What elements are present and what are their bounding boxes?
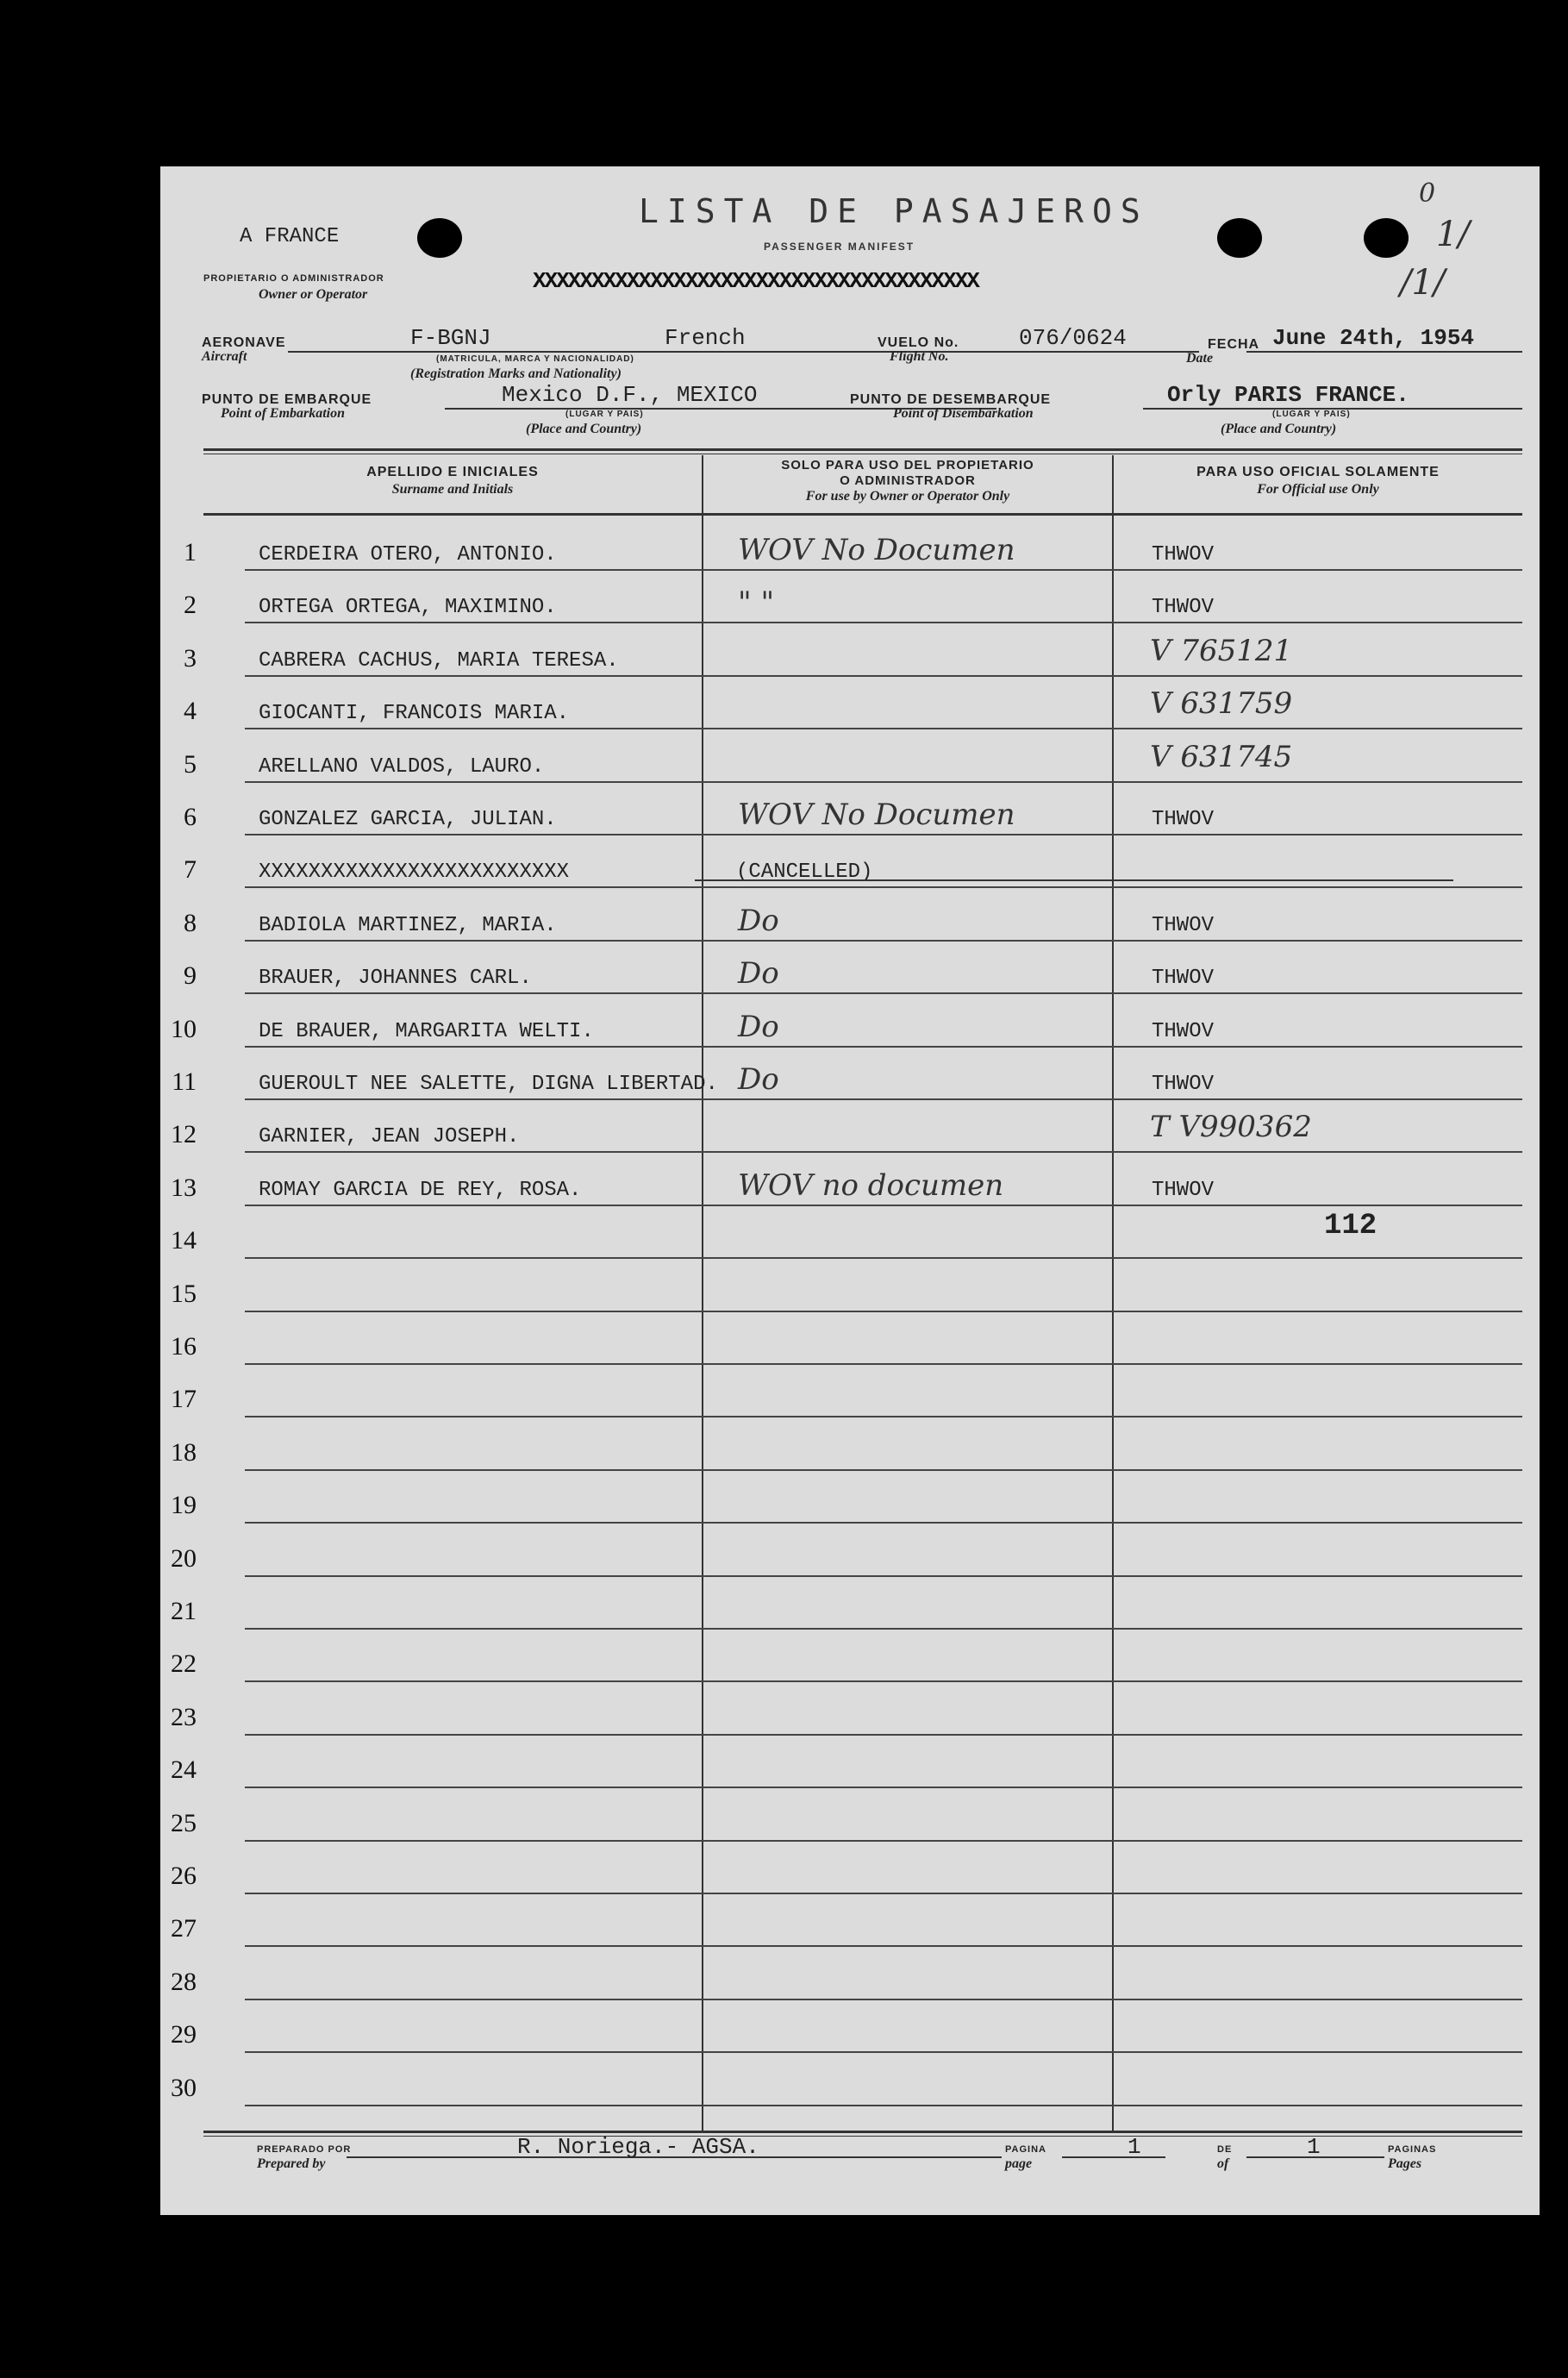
passenger-name: GIOCANTI, FRANCOIS MARIA.: [259, 702, 570, 726]
corner-mark: 1/: [1436, 215, 1470, 254]
punch-hole: [417, 218, 462, 258]
col-owner-en: For use by Owner or Operator Only: [805, 489, 1010, 504]
owner-note: Do: [738, 1009, 779, 1044]
date-label-es: FECHA: [1208, 337, 1260, 352]
place-note-es: (LUGAR Y PAIS): [565, 410, 644, 419]
official-entry: THWOV: [1152, 1178, 1215, 1202]
passenger-name: BRAUER, JOHANNES CARL.: [259, 967, 532, 991]
manifest-sheet: [160, 166, 1540, 2215]
official-entry: THWOV: [1152, 913, 1215, 937]
punch-hole: [1364, 218, 1409, 258]
aircraft-nationality: French: [665, 325, 746, 351]
embark-label-en: Point of Embarkation: [221, 406, 346, 421]
official-entry: THWOV: [1152, 1073, 1215, 1096]
owner-note: WOV No Documen: [738, 798, 1015, 832]
row-number: 13: [171, 1173, 197, 1202]
row-number: 3: [184, 643, 197, 673]
row-number: 4: [184, 697, 197, 726]
aircraft-registration: F-BGNJ: [410, 325, 491, 351]
page-label-es: PAGINA: [1005, 2144, 1046, 2155]
row-number: 25: [171, 1808, 197, 1837]
col-surname-en: Surname and Initials: [391, 482, 514, 497]
pages-label-en: Pages: [1388, 2156, 1422, 2171]
official-entry: V 631759: [1150, 686, 1293, 722]
row-number: 17: [171, 1385, 197, 1414]
official-total: 112: [1324, 1210, 1377, 1242]
disembark-label-en: Point of Disembarkation: [893, 406, 1034, 421]
row-number: 18: [171, 1437, 197, 1467]
page-total: 1: [1307, 2134, 1321, 2160]
row-number: 27: [171, 1914, 197, 1943]
flight-number: 076/0624: [1019, 325, 1127, 351]
row-number: 8: [184, 908, 197, 937]
disembark-place: Orly PARIS FRANCE.: [1167, 382, 1409, 408]
col-surname-es: APELLIDO E INICIALES: [366, 465, 539, 479]
passenger-name: ROMAY GARCIA DE REY, ROSA.: [259, 1178, 582, 1202]
owner-name: A FRANCE: [240, 225, 340, 248]
col-official-en: For Official use Only: [1257, 482, 1379, 497]
passenger-name: ORTEGA ORTEGA, MAXIMINO.: [259, 596, 557, 620]
row-number: 11: [172, 1067, 197, 1096]
passenger-name: BADIOLA MARTINEZ, MARIA.: [259, 913, 557, 937]
row-number: 1: [184, 538, 197, 566]
pages-label-es: PAGINAS: [1388, 2144, 1437, 2155]
official-entry: THWOV: [1152, 543, 1215, 566]
row-number: 6: [184, 803, 197, 831]
row-number: 24: [171, 1755, 197, 1785]
owner-note: " ": [738, 585, 775, 621]
owner-label-es: PROPIETARIO O ADMINISTRADOR: [203, 273, 384, 284]
cancel-strike: [695, 879, 1453, 881]
owner-struck-out: XXXXXXXXXXXXXXXXXXXXXXXXXXXXXXXXXXXXXX: [533, 268, 978, 294]
prepared-label-en: Prepared by: [257, 2156, 326, 2171]
row-number: 9: [184, 961, 197, 991]
passenger-name: GARNIER, JEAN JOSEPH.: [259, 1125, 520, 1149]
of-label-en: of: [1217, 2156, 1229, 2171]
passenger-name: CABRERA CACHUS, MARIA TERESA.: [259, 648, 619, 673]
punch-hole: [1217, 218, 1262, 258]
page-number: 1: [1128, 2134, 1141, 2160]
official-entry: V 765121: [1150, 633, 1293, 668]
owner-label-en: Owner or Operator: [259, 287, 368, 302]
owner-note: Do: [738, 956, 779, 992]
col-owner-es-1: SOLO PARA USO DEL PROPIETARIO: [781, 458, 1034, 472]
official-entry: THWOV: [1152, 967, 1215, 991]
col-owner-es-2: O ADMINISTRADOR: [840, 473, 976, 488]
corner-mark: /1/: [1400, 263, 1446, 303]
registration-note-en: (Registration Marks and Nationality): [410, 366, 622, 381]
row-number: 23: [171, 1702, 197, 1731]
col-official-es: PARA USO OFICIAL SOLAMENTE: [1196, 465, 1440, 479]
embark-label-es: PUNTO DE EMBARQUE: [202, 392, 372, 407]
passenger-name: GONZALEZ GARCIA, JULIAN.: [259, 808, 557, 831]
page-subtitle: PASSENGER MANIFEST: [764, 241, 915, 253]
row-number: 7: [184, 855, 197, 885]
owner-note: WOV No Documen: [738, 533, 1015, 567]
place-note-es: (LUGAR Y PAIS): [1272, 410, 1351, 419]
passenger-name: ARELLANO VALDOS, LAURO.: [259, 754, 545, 779]
row-number: 15: [171, 1279, 197, 1308]
row-number: 5: [184, 749, 197, 779]
page-title: LISTA DE PASAJEROS: [639, 192, 1149, 230]
aircraft-label-en: Aircraft: [202, 349, 247, 364]
row-number: 29: [171, 2020, 197, 2049]
aircraft-label-es: AERONAVE: [202, 335, 286, 350]
place-note-en: (Place and Country): [1221, 422, 1337, 436]
row-number: 26: [171, 1862, 197, 1890]
row-number: 16: [171, 1332, 197, 1361]
embark-place: Mexico D.F., MEXICO: [502, 382, 758, 408]
row-number: 21: [171, 1597, 197, 1625]
row-number: 20: [171, 1543, 197, 1573]
of-label-es: DE: [1217, 2144, 1233, 2155]
flight-label-es: VUELO No.: [878, 335, 959, 350]
passenger-name: GUEROULT NEE SALETTE, DIGNA LIBERTAD.: [259, 1073, 718, 1096]
row-number: 12: [171, 1120, 197, 1149]
place-note-en: (Place and Country): [526, 422, 642, 436]
official-entry: V 631745: [1150, 739, 1293, 774]
owner-note: Do: [738, 903, 779, 938]
row-number: 10: [171, 1014, 197, 1043]
owner-note: Do: [738, 1062, 779, 1097]
corner-mark: 0: [1419, 178, 1436, 209]
date-label-en: Date: [1186, 351, 1214, 366]
row-number: 14: [171, 1226, 197, 1255]
owner-note: WOV no documen: [738, 1167, 1004, 1203]
official-entry: THWOV: [1152, 808, 1215, 831]
prepared-label-es: PREPARADO POR: [257, 2144, 352, 2155]
passenger-name: XXXXXXXXXXXXXXXXXXXXXXXXX: [259, 860, 570, 885]
flight-date: June 24th, 1954: [1272, 325, 1475, 351]
disembark-label-es: PUNTO DE DESEMBARQUE: [850, 392, 1052, 407]
passenger-name: CERDEIRA OTERO, ANTONIO.: [259, 543, 557, 566]
prepared-by: R. Noriega.- AGSA.: [517, 2134, 759, 2160]
official-entry: THWOV: [1152, 596, 1215, 620]
flight-label-en: Flight No.: [890, 349, 949, 364]
row-number: 19: [171, 1491, 197, 1520]
registration-note-es: (MATRICULA, MARCA Y NACIONALIDAD): [436, 354, 634, 364]
page-label-en: page: [1005, 2156, 1033, 2171]
passenger-name: DE BRAUER, MARGARITA WELTI.: [259, 1019, 594, 1043]
row-number: 22: [171, 1649, 197, 1679]
row-number: 30: [171, 2073, 197, 2102]
owner-note: (CANCELLED): [736, 860, 873, 885]
official-entry: THWOV: [1152, 1019, 1215, 1043]
official-entry: T V990362: [1150, 1110, 1312, 1145]
row-number: 2: [184, 591, 197, 620]
row-number: 28: [171, 1967, 197, 1996]
